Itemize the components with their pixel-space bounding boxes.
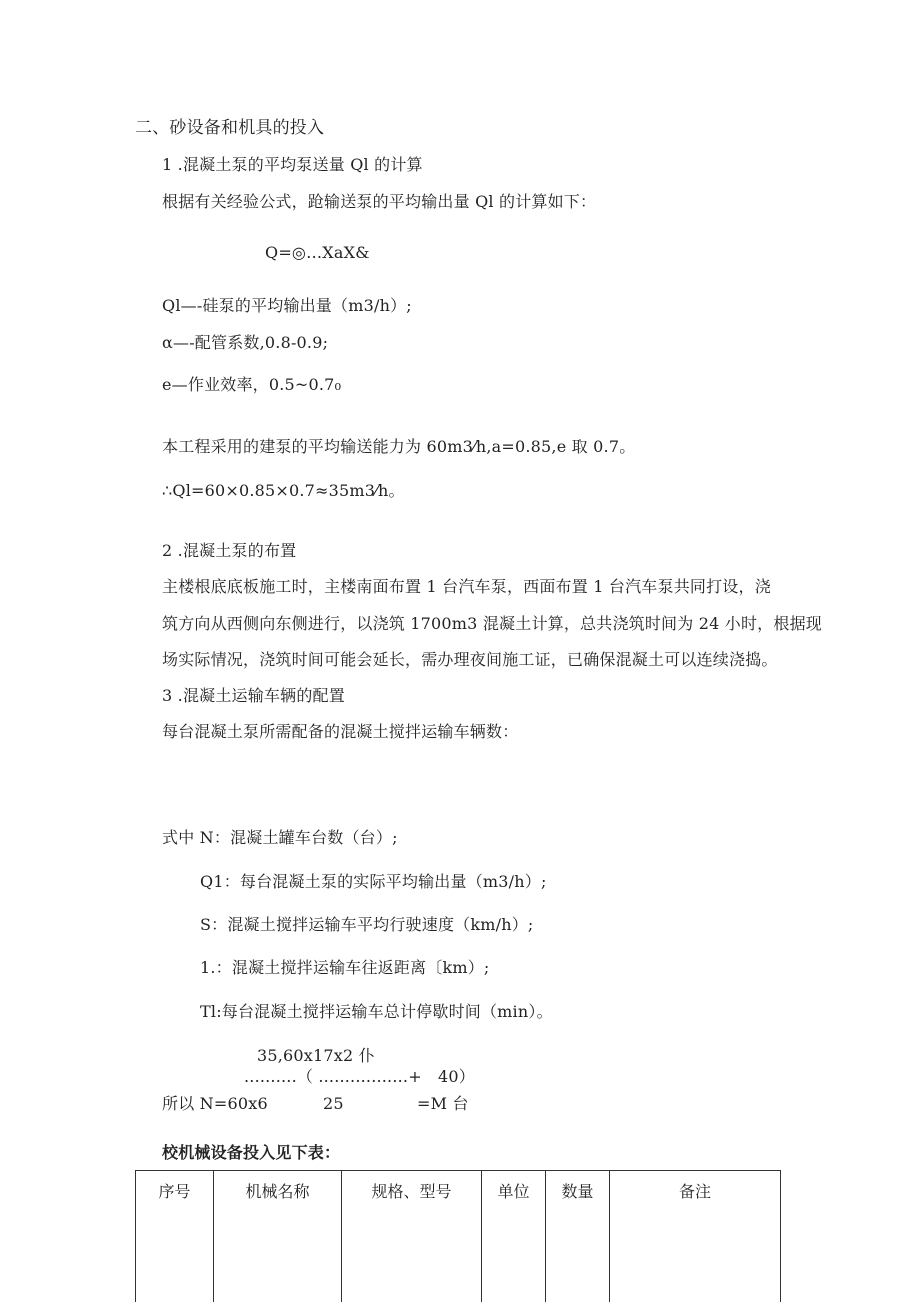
definition-alpha: α—-配管系数,0.8-0.9; xyxy=(162,333,329,352)
table-header-cell xyxy=(546,1171,610,1302)
calc-numerator: 35,60x17x2 仆 xyxy=(257,1046,375,1065)
table-header-cell xyxy=(610,1171,781,1302)
calc-n-label: 所以 N=60x6 xyxy=(162,1094,268,1113)
item3-intro: 每台混凝土泵所需配备的混凝土搅拌运输车辆数： xyxy=(162,722,519,741)
table-header-cell xyxy=(214,1171,342,1302)
item2-title: 2 .混凝土泵的布置 xyxy=(162,541,297,560)
definition-q1: Q1：每台混凝土泵的实际平均输出量（m3/h）; xyxy=(200,872,547,891)
definition-s: S：混凝土搅拌运输车平均行驶速度（km/h）; xyxy=(200,915,534,934)
item2-line3: 场实际情况，浇筑时间可能会延长，需办理夜间施工证，已确保混凝土可以连续浇捣。 xyxy=(162,650,778,669)
definition-tl: Tl:每台混凝土搅拌运输车总计停歇时间（min）。 xyxy=(200,1002,553,1021)
definition-l: 1.：混凝土搅拌运输车往返距离〔km）; xyxy=(200,958,490,977)
definition-ql: Ql—-硅泵的平均输出量（m3/h）; xyxy=(162,296,412,315)
item1-intro: 根据有关经验公式，跄输送泵的平均输出量 Ql 的计算如下： xyxy=(162,192,597,211)
equipment-table xyxy=(135,1170,781,1302)
table-header-cell xyxy=(136,1171,214,1302)
header-quantity: 数量 xyxy=(561,1182,594,1201)
item1-title: 1 .混凝土泵的平均泵送量 Ql 的计算 xyxy=(162,155,423,174)
section-title: 二、砂设备和机具的投入 xyxy=(135,118,325,138)
formula-q: Q=◎…XaX& xyxy=(265,243,370,262)
result-ql: ∴Ql=60×0.85×0.7≈35m3⁄h。 xyxy=(162,481,405,500)
table-header-cell xyxy=(342,1171,482,1302)
calc-fraction-line: ..........（ .................+ 40） xyxy=(244,1067,475,1086)
item3-title: 3 .混凝土运输车辆的配置 xyxy=(162,686,345,705)
header-spec-model: 规格、型号 xyxy=(371,1182,452,1201)
project-text: 本工程采用的建泵的平均输送能力为 60m3⁄h,a=0.85,e 取 0.7。 xyxy=(162,437,636,456)
item2-line1: 主楼根底底板施工时，主楼南面布置 1 台汽车泵，西面布置 1 台汽车泵共同打设，浇 xyxy=(162,577,771,596)
item2-line2: 筑方向从西侧向东侧进行，以浇筑 1700m3 混凝土计算，总共浇筑时间为 24 小时，根据现 xyxy=(162,614,822,633)
header-index: 序号 xyxy=(158,1182,191,1201)
header-machine-name: 机械名称 xyxy=(245,1182,310,1201)
header-unit: 单位 xyxy=(497,1182,530,1201)
calc-denominator: 25 xyxy=(323,1094,344,1113)
definition-e: e—作业效率，0.5~0.7₀ xyxy=(162,375,342,394)
table-caption: 校机械设备投入见下表： xyxy=(162,1143,341,1162)
header-remarks: 备注 xyxy=(678,1182,711,1201)
definition-n: 式中 N：混凝土罐车台数（台）; xyxy=(162,828,398,847)
calc-result: =M 台 xyxy=(417,1094,469,1113)
table-header-cell xyxy=(482,1171,546,1302)
